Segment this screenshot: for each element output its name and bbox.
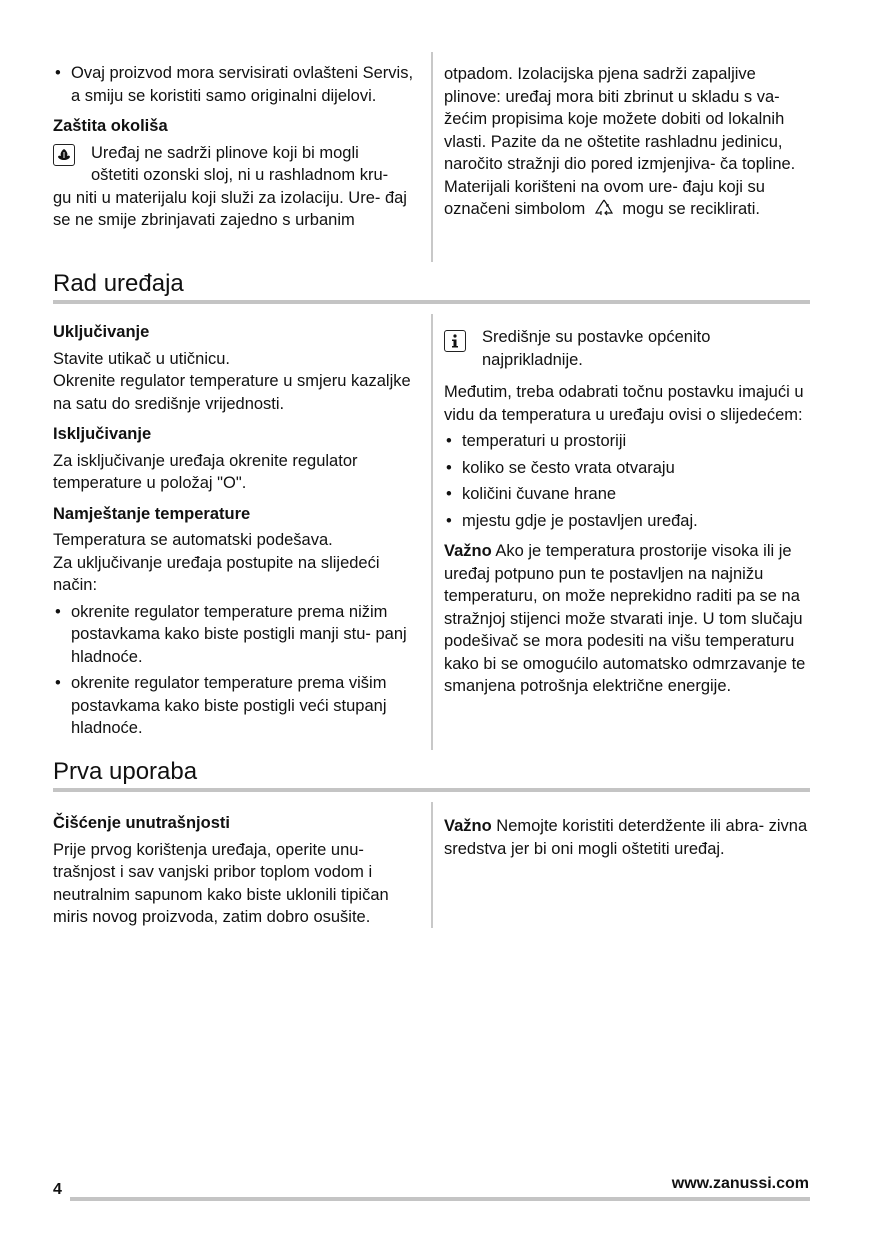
important-label: Važno (444, 817, 492, 835)
temperature-text1: Temperatura se automatski podešava. (53, 531, 333, 549)
important-label: Važno (444, 542, 492, 560)
temperature-list (53, 601, 417, 740)
switch-on-heading: Uključivanje (53, 323, 150, 341)
disposal-text-end: mogu se reciklirati. (622, 200, 760, 218)
important-note (444, 540, 810, 698)
list-item: • količini čuvane hrane (444, 483, 810, 506)
info-icon (444, 330, 466, 352)
switch-off-text: Za isključivanje uređaja okrenite regulator temperature u položaj "O". (53, 451, 358, 492)
factors-intro: Međutim, treba odabrati točnu postavku imajući u vidu da temperatura u uređaju ovisi o slijedećem: (444, 383, 804, 424)
block1-left-column (53, 62, 417, 232)
operation-right-column (444, 326, 810, 698)
environment-note (53, 142, 417, 232)
important-text: Nemojte koristiti deterdžente ili abra- zivna sredstva jer bi oni mogli oštetiti uređaj. (444, 817, 808, 858)
section-operation-header (53, 270, 810, 298)
first-use-left-column (53, 812, 417, 929)
switch-on-text1: Stavite utikač u utičnicu. (53, 349, 231, 368)
important-note (444, 815, 810, 860)
switch-off-heading: Isključivanje (53, 425, 152, 443)
environment-text-rest: gu niti u materijalu koji služi za izolaciju. Ure- đaj se ne smije zbrinjavati zajedno s urbanim (53, 188, 407, 229)
service-list (53, 62, 417, 107)
list-item: • okrenite regulator temperature prema nižim postavkama kako biste postigli manji stu- panj hladnoće. (53, 601, 417, 669)
cleaning-text: Prije prvog korištenja uređaja, operite unu- trašnjost i sav vanjski pribor toplom vodom i neutralnim sapunom kako biste uklonili tipičan miris novog proizvoda, zatim dobro osušite. (53, 840, 389, 926)
environment-text-line1: Uređaj ne sadrži plinove koji bi mogli (91, 143, 359, 162)
important-text: Ako je temperatura prostorije visoka ili je uređaj potpuno pun te postavljen na najnižu temperaturu, on može neprekidno raditi pa se na stražnjoj stijenci može stvarati inje. U tom slučaju podešivač se mora podesiti na višu temperaturu kako bi se omogućilo automatsko odmrzavanje te smanjena potrošnja električne energije. (444, 542, 806, 695)
temperature-heading: Namještanje temperature (53, 504, 251, 523)
environment-heading: Zaštita okoliša (53, 117, 168, 135)
environment-icon (53, 144, 75, 166)
environment-text-line2: oštetiti ozonski sloj, ni u rashladnom kru- (91, 166, 389, 184)
column-divider (431, 314, 433, 750)
operation-left-column (53, 321, 417, 744)
section-first-use-header (53, 758, 810, 786)
website-url: www.zanussi.com (671, 1175, 809, 1192)
info-text: Središnje su postavke općenito najprikladnije. (482, 328, 711, 369)
info-note (444, 326, 810, 371)
first-use-right-column (444, 815, 810, 860)
disposal-text-main: otpadom. Izolacijska pjena sadrži zapaljive plinove: uređaj mora biti zbrinut u skladu s va- žećim propisima koje možete dobiti od lokalnih vlasti. Pazite da ne oštetite rashladnu jedinicu, naročito stražnji dio pored izmjenjiva- ča topline. Materijali korišteni na ovom ure- đaju koji su označeni simbolom (444, 65, 796, 218)
list-item: • mjestu gdje je postavljen uređaj. (444, 510, 810, 533)
footer-rule (70, 1197, 810, 1201)
block1-right-column (444, 63, 810, 225)
recycle-icon (593, 198, 615, 225)
temperature-text2: Za uključivanje uređaja postupite na slijedeći način: (53, 553, 380, 594)
section-title-first-use: Prva uporaba (53, 758, 198, 785)
section-title-operation: Rad uređaja (53, 270, 184, 297)
section-rule (53, 300, 810, 304)
column-divider (431, 802, 433, 928)
switch-on-text2: Okrenite regulator temperature u smjeru kazaljke na satu do središnje vrijednosti. (53, 372, 411, 413)
page-number: 4 (53, 1181, 62, 1198)
factors-list (444, 430, 810, 532)
list-item: • koliko se često vrata otvaraju (444, 457, 810, 480)
list-item: • temperaturi u prostoriji (444, 430, 810, 453)
column-divider (431, 52, 433, 262)
cleaning-heading: Čišćenje unutrašnjosti (53, 814, 230, 832)
service-bullet: • Ovaj proizvod mora servisirati ovlašteni Servis, a smiju se koristiti samo originalni dijelovi. (53, 62, 417, 107)
section-rule (53, 788, 810, 792)
list-item: • okrenite regulator temperature prema višim postavkama kako biste postigli veći stupanj hladnoće. (53, 672, 417, 740)
disposal-text (444, 63, 810, 225)
